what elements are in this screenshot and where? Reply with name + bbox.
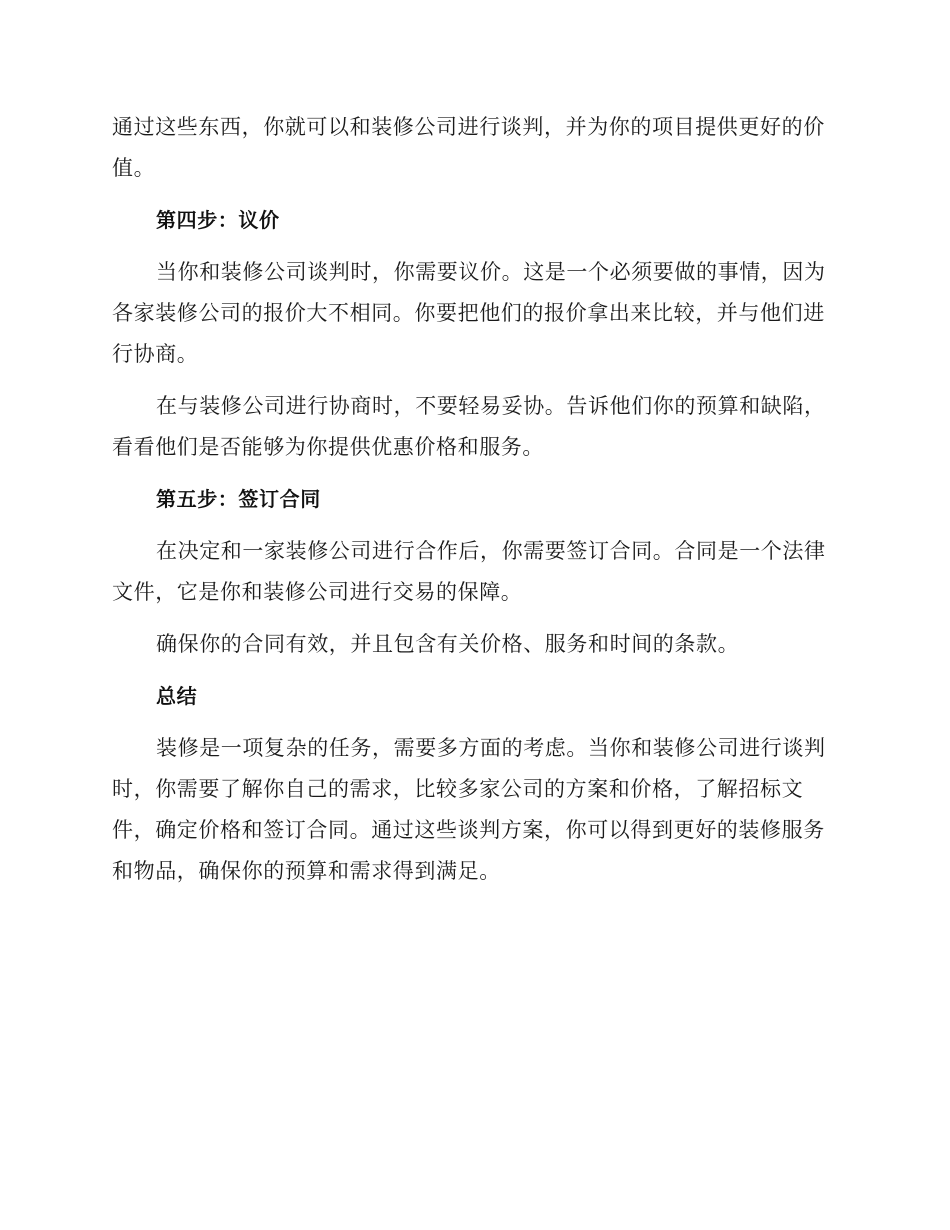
paragraph-negotiate-price: 当你和装修公司谈判时，你需要议价。这是一个必须要做的事情，因为各家装修公司的报价大不相同。你要把他们的报价拿出来比较，并与他们进行协商。	[112, 260, 826, 366]
paragraph-sign-contract: 在决定和一家装修公司进行合作后，你需要签订合同。合同是一个法律文件，它是你和装修公司进行交易的保障。	[112, 539, 826, 604]
heading-step-five: 第五步：签订合同	[156, 487, 321, 511]
paragraph-no-compromise: 在与装修公司进行协商时，不要轻易妥协。告诉他们你的预算和缺陷，看看他们是否能够为你提供优惠价格和服务。	[112, 394, 826, 459]
heading-step-four: 第四步：议价	[156, 208, 280, 232]
paragraph-contract-terms: 确保你的合同有效，并且包含有关价格、服务和时间的条款。	[156, 632, 740, 656]
paragraph-value-conclusion: 通过这些东西，你就可以和装修公司进行谈判，并为你的项目提供更好的价值。	[112, 115, 825, 180]
paragraph-summary: 装修是一项复杂的任务，需要多方面的考虑。当你和装修公司进行谈判时，你需要了解你自己的需求，比较多家公司的方案和价格，了解招标文件，确定价格和签订合同。通过这些谈判方案，你可以得到更好的装修服务和物品，确保你的预算和需求得到满足。	[112, 736, 826, 883]
heading-summary: 总结	[156, 684, 198, 708]
document-page	[112, 107, 834, 903]
